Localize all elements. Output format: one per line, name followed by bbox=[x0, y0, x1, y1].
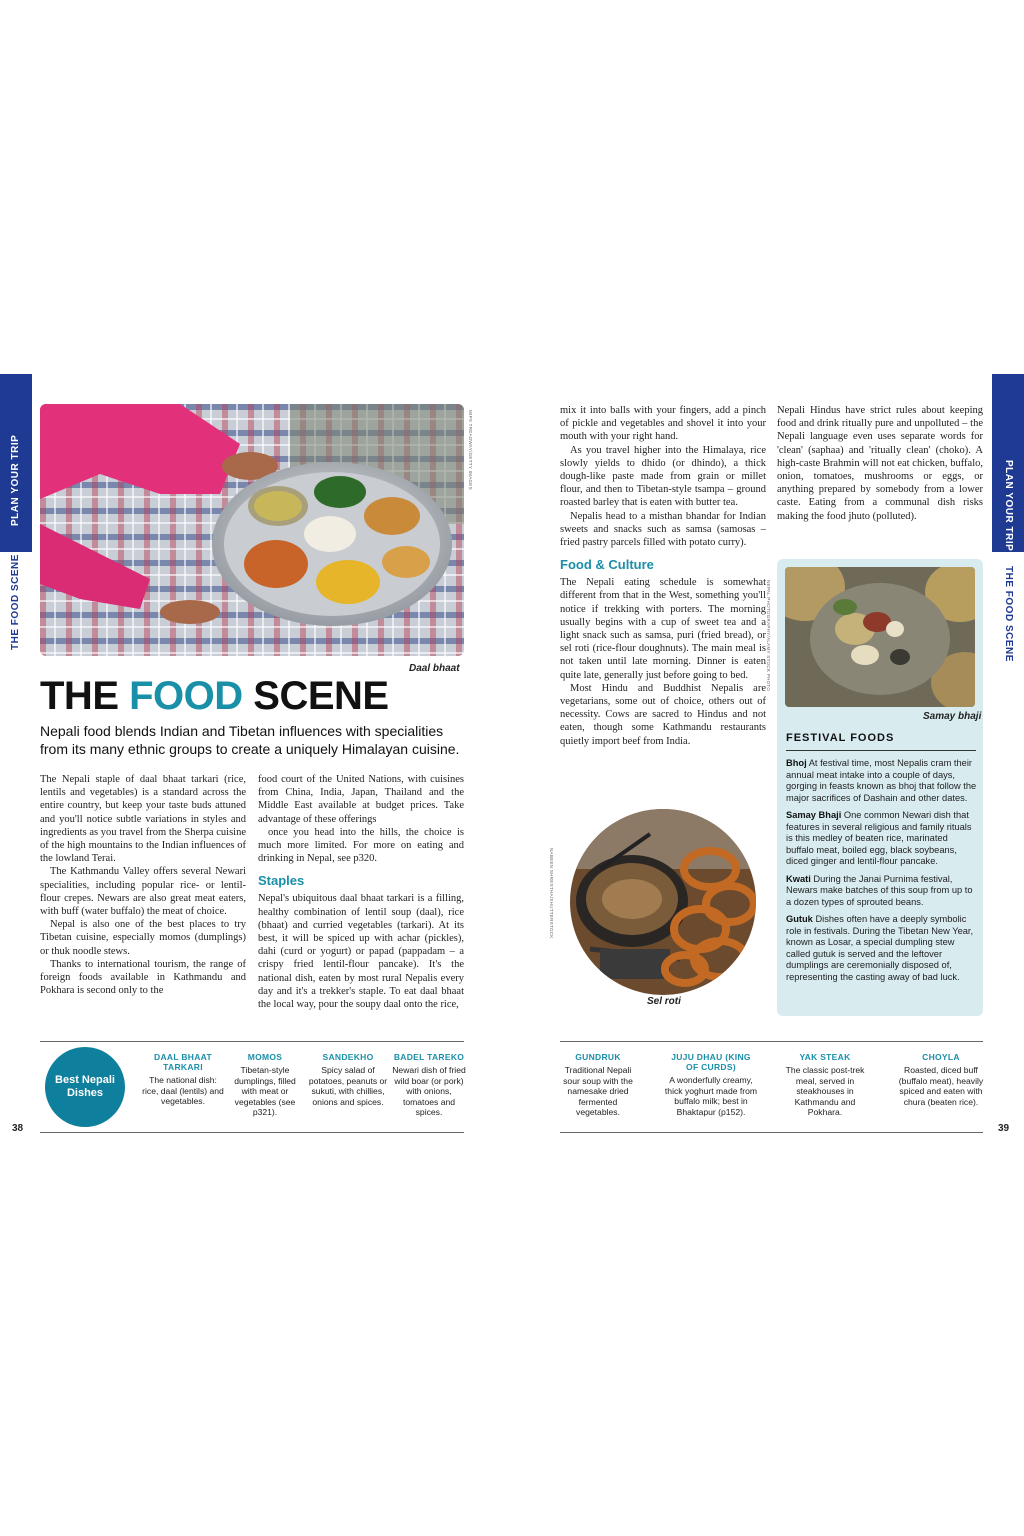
page-title bbox=[40, 674, 389, 719]
left-tab-chapter: THE FOOD SCENE bbox=[10, 554, 21, 650]
dish-name: JUJU DHAU (KING OF CURDS) bbox=[671, 1052, 751, 1072]
festival-item-text: Dishes often have a deeply symbolic role in festivals. During the Tibetan New Year, known as Losar, a special dumpling stew called gutuk is served and the leftover dumplings are ceremonially disposed of, representing the casting away of bad luck. bbox=[786, 914, 974, 982]
dish-name: DAAL BHAAT TARKARI bbox=[154, 1052, 212, 1072]
dish-name: MOMOS bbox=[247, 1052, 283, 1062]
dish-desc: A wonderfully creamy, thick yoghurt made from buffalo milk; best in Bhaktapur (p152). bbox=[664, 1075, 758, 1117]
dish-desc: Traditional Nepali sour soup with the namesake dried fermented vegetables. bbox=[563, 1065, 633, 1117]
festival-items bbox=[786, 758, 978, 989]
title-part1: THE bbox=[40, 674, 130, 718]
paragraph: The Nepali eating schedule is somewhat different from that in the West, something you'll notice if trekking with porters. The morning usually begins with a cup of sweet tea and a light snack such as samsa, puri (fried bread), or sel roti (rice-flour doughnuts). The main meal is not taken until late morning. Dinner is eaten quite late, generally just before going to bed. bbox=[560, 577, 766, 681]
sel-roti-photo bbox=[570, 809, 756, 995]
dish-desc: Spicy salad of potatoes, peanuts or sukuti, with chillies, onions and spices. bbox=[308, 1065, 388, 1107]
daal-bhaat-caption: Daal bhaat bbox=[409, 663, 460, 674]
festival-item bbox=[786, 758, 978, 804]
paragraph: mix it into balls with your fingers, add a pinch of pickle and vegetables and shovel it into your mouth with your right hand. bbox=[560, 405, 766, 443]
dish-desc: Roasted, diced buff (buffalo meat), heavily spiced and eaten with chura (beaten rice). bbox=[898, 1065, 984, 1107]
samay-bhaji-caption: Samay bhaji bbox=[923, 711, 982, 722]
staples-heading: Staples bbox=[258, 873, 305, 889]
daal-bhaat-credit: MIPS TREADWAY/GETTY IMAGES bbox=[468, 410, 473, 490]
paragraph: once you head into the hills, the choice is much more limited. For more on eating and drinking in Nepal, see p320. bbox=[258, 826, 464, 865]
dish-name: SANDEKHO bbox=[322, 1052, 374, 1062]
festival-item-name: Bhoj bbox=[786, 758, 807, 768]
column-2 bbox=[258, 773, 464, 1011]
dish-sandekho bbox=[308, 1052, 388, 1107]
column-3 bbox=[560, 404, 766, 748]
paragraph: Nepal is also one of the best places to try Tibetan cuisine, especially momos (dumplings) or thuk noodle stews. bbox=[40, 919, 246, 957]
dish-name: YAK STEAK bbox=[799, 1052, 851, 1062]
dish-choyla bbox=[894, 1052, 988, 1107]
page-number-left: 38 bbox=[12, 1123, 24, 1134]
festival-item-text: At festival time, most Nepalis cram their annual meat intake into a couple of days, gorging in feasts known as bhoj that follow the major sacrifices of Dashain and other dates. bbox=[786, 758, 977, 803]
column-4 bbox=[777, 404, 983, 523]
festival-heading: FESTIVAL FOODS bbox=[786, 732, 895, 744]
paragraph: Most Hindu and Buddhist Nepalis are vegetarians, some out of choice, others out of necessity. Cows are sacred to Hindus and not eaten, though some Kathmandu restaurants quietly import beef from India. bbox=[560, 682, 766, 747]
festival-item bbox=[786, 874, 978, 909]
festival-foods-box bbox=[777, 559, 983, 1016]
left-side-tab bbox=[0, 374, 32, 650]
intro-text: Nepali food blends Indian and Tibetan influences with specialities from its many ethnic groups to create a uniquely Himalayan cuisine. bbox=[40, 723, 460, 757]
daal-bhaat-photo bbox=[40, 404, 464, 656]
dish-desc: Tibetan-style dumplings, filled with meat or vegetables (see p321). bbox=[234, 1065, 296, 1117]
paragraph: Thanks to international tourism, the range of foreign foods available in Kathmandu and Pokhara is second only to the bbox=[40, 958, 246, 997]
dish-yak-steak bbox=[782, 1052, 868, 1118]
dish-badel-tareko bbox=[390, 1052, 468, 1118]
right-side-tab bbox=[992, 374, 1024, 662]
page-number-right: 39 bbox=[998, 1123, 1010, 1134]
festival-item bbox=[786, 914, 978, 983]
festival-item-name: Samay Bhaji bbox=[786, 810, 842, 820]
festival-item-text: During the Janai Purnima festival, Newars make batches of this soup from up to a dozen types of sprouted beans. bbox=[786, 873, 973, 907]
dish-juju-dhau bbox=[664, 1052, 758, 1117]
dish-momos bbox=[226, 1052, 304, 1118]
left-tab-section: PLAN YOUR TRIP bbox=[10, 434, 21, 526]
best-dishes-badge: Best Nepali Dishes bbox=[45, 1047, 125, 1127]
festival-item bbox=[786, 810, 978, 868]
title-part3: SCENE bbox=[242, 674, 389, 718]
paragraph: Nepal's ubiquitous daal bhaat tarkari is a filling, healthy combination of lentil soup (daal), rice (bhaat) and curried vegetables (tarkari). At its best, it will be spiced up with achar (pickles), dahi (curd or yogurt) or papad (pappadam – a crispy fried lentil-flour pancake). It's the national dish, eaten by most rural Nepalis every day and it's a trekker's staple. To eat daal bhaat the local way, pour the soupy daal onto the rice, bbox=[258, 893, 464, 1011]
samay-bhaji-credit: NEPAL PHOTOGRAPHY/ALAMY STOCK PHOTO bbox=[766, 580, 771, 692]
sel-roti-credit: NABEEN SHRESTHA/SHUTTERSTOCK bbox=[549, 848, 554, 939]
festival-item-text: One common Newari dish that features in several religious and family rituals is this medley of beaten rice, marinated buffalo meat, boiled egg, black soybeans, diced ginger and lentil-flour pancake. bbox=[786, 810, 972, 866]
column-1 bbox=[40, 773, 246, 997]
dish-desc: The classic post-trek meal, served in steakhouses in Kathmandu and Pokhara. bbox=[785, 1065, 865, 1117]
dish-name: GUNDRUK bbox=[575, 1052, 621, 1062]
paragraph: Nepali Hindus have strict rules about keeping food and drink ritually pure and unpolluted – the Nepali language even uses separate words for 'clean' (saphaa) and 'ritually clean' (choko). A high-caste Brahmin will not eat chicken, buffalo, onion, tomatoes, mushrooms or eggs, or anything prepared by somebody from a lower caste. Eating from a communal dish risks making the food jhuto (polluted). bbox=[777, 405, 983, 522]
festival-divider bbox=[786, 750, 976, 751]
food-culture-heading: Food & Culture bbox=[560, 557, 654, 573]
paragraph: food court of the United Nations, with cuisines from China, India, Japan, Thailand and the Middle East available at budget prices. Take advantage of these offerings bbox=[258, 774, 464, 825]
paragraph: The Kathmandu Valley offers several Newari specialities, including popular rice- or lentil-flour crepes. Newars are also great meat eaters, with buff (water buffalo) the meat of choice. bbox=[40, 866, 246, 918]
paragraph: The Nepali staple of daal bhaat tarkari (rice, lentils and vegetables) is a standard across the entire country, but keep your taste buds attuned and you'll notice subtle variations in styles and ingredients as you travel from the Sherpa cuisine of the high mountains to the Indian influences of the lowland Terai. bbox=[40, 774, 246, 865]
festival-item-name: Kwati bbox=[786, 873, 811, 884]
right-tab-chapter: THE FOOD SCENE bbox=[1003, 566, 1014, 662]
paragraph: As you travel higher into the Himalaya, rice slowly yields to dhido (or dhindo), a thick dough-like paste made from grain or millet flour, and then to Tibetan-style tsampa – ground roasted barley that is eaten with butter tea. bbox=[560, 444, 766, 509]
festival-item-name: Gutuk bbox=[786, 914, 813, 924]
paragraph: Nepalis head to a misthan bhandar for Indian sweets and snacks such as samsa (samosas – fried pastry parcels filled with potato curry). bbox=[560, 510, 766, 549]
dish-name: CHOYLA bbox=[922, 1052, 960, 1062]
sel-roti-caption: Sel roti bbox=[647, 996, 681, 1007]
samay-bhaji-photo bbox=[785, 567, 975, 707]
dish-daal-bhaat bbox=[142, 1052, 224, 1107]
right-tab-section: PLAN YOUR TRIP bbox=[1003, 460, 1014, 552]
dish-desc: Newari dish of fried wild boar (or pork) with onions, tomatoes and spices. bbox=[392, 1065, 466, 1117]
title-part2: FOOD bbox=[129, 674, 243, 718]
dish-gundruk bbox=[556, 1052, 640, 1118]
dish-desc: The national dish: rice, daal (lentils) and vegetables. bbox=[142, 1075, 224, 1106]
dish-name: BADEL TAREKO bbox=[393, 1052, 465, 1062]
